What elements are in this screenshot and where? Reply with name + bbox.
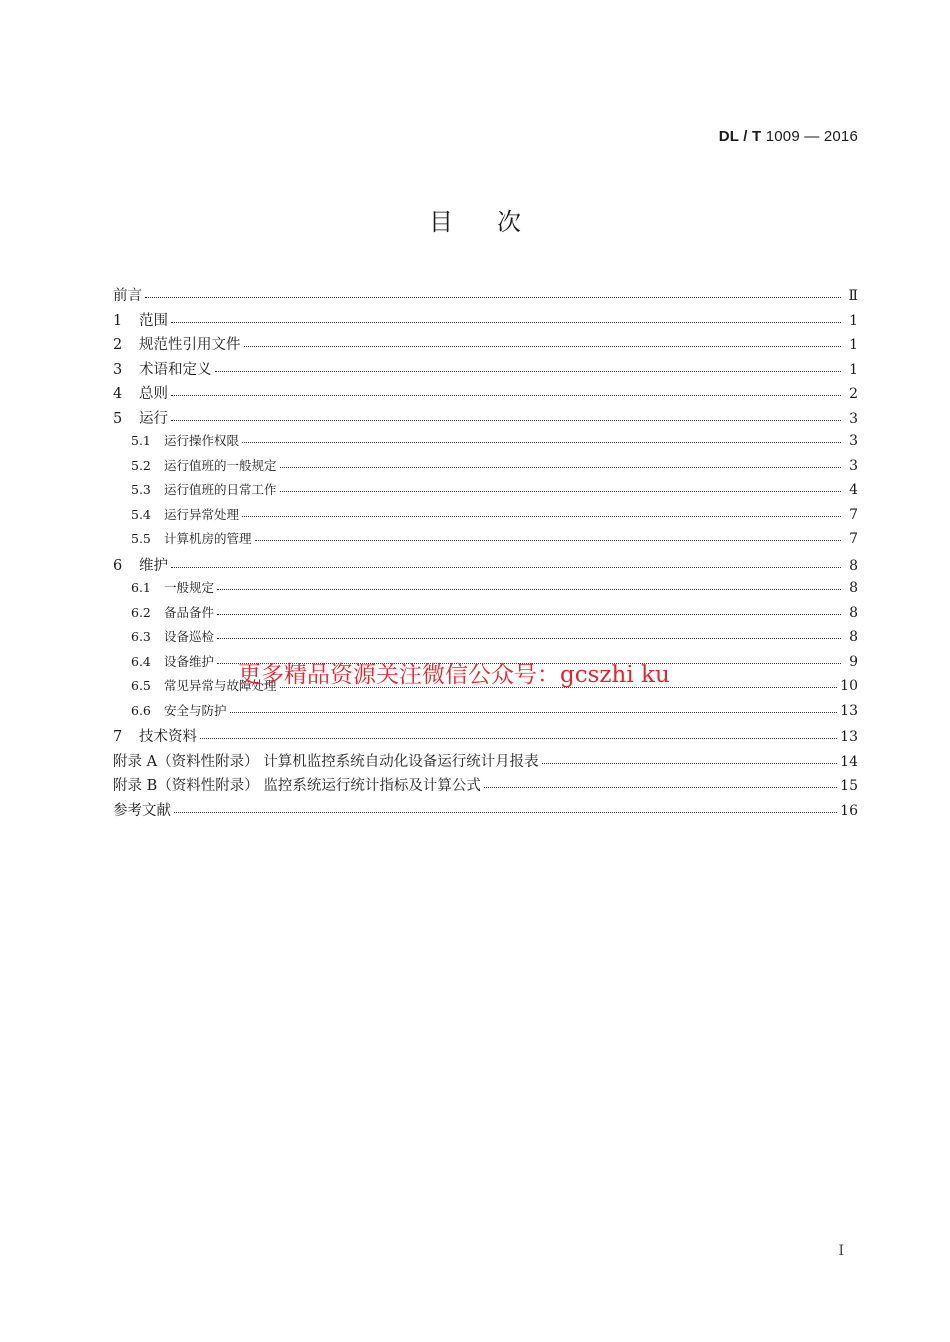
toc-entry[interactable] <box>113 309 858 334</box>
toc-entry-page: 8 <box>849 604 858 621</box>
toc-entry-label: 计算机房的管理 <box>164 531 252 546</box>
toc-leader-dots <box>230 712 838 713</box>
toc-entry-label: 规范性引用文件 <box>139 337 241 353</box>
toc-leader-dots <box>242 442 841 443</box>
toc-entry[interactable] <box>113 603 858 628</box>
toc-entry[interactable] <box>113 799 858 824</box>
toc-entry-label: 设备维护 <box>164 653 215 669</box>
toc-leader-dots <box>145 297 841 298</box>
page-number: I <box>838 1243 844 1259</box>
toc-leader-dots <box>171 322 841 323</box>
toc-entry-number: 1 <box>113 312 123 329</box>
toc-leader-dots <box>215 371 842 372</box>
toc-entry[interactable] <box>113 554 858 579</box>
toc-entry-label: 运行 <box>139 410 168 427</box>
page-title: 目次 <box>429 208 565 236</box>
toc-entry-label: 一般规定 <box>164 580 215 595</box>
toc-leader-dots <box>174 812 837 813</box>
toc-entry-page: 9 <box>849 653 858 670</box>
toc-entry[interactable] <box>113 284 858 309</box>
toc-leader-dots <box>217 589 841 590</box>
toc-entry-number: 5.4 <box>131 506 151 522</box>
toc-entry-label: 参考文献 <box>113 802 171 819</box>
toc-entry-number: 5.1 <box>131 433 151 448</box>
toc-entry-number: 6.5 <box>131 678 151 693</box>
toc-leader-dots <box>280 491 841 492</box>
toc-leader-dots <box>255 540 841 541</box>
document-code <box>719 128 858 145</box>
toc-entry-page: 7 <box>849 506 858 523</box>
toc-entry-label: 常见异常与故障处理 <box>164 678 277 693</box>
toc-entry[interactable] <box>113 701 858 726</box>
toc-entry-page: 2 <box>849 386 858 402</box>
toc-entry-number: 4 <box>113 386 123 402</box>
toc-entry[interactable] <box>113 333 858 358</box>
toc-entry-page: 4 <box>849 482 858 498</box>
toc-entry[interactable] <box>113 725 858 750</box>
toc-entry-page: 8 <box>849 629 858 645</box>
toc-entry-label: 安全与防护 <box>164 702 227 718</box>
toc-entry-number: 6.1 <box>131 580 151 595</box>
toc-entry-page: 16 <box>840 802 858 819</box>
toc-entry[interactable] <box>113 431 858 456</box>
toc-entry[interactable] <box>113 578 858 603</box>
toc-entry-page: 1 <box>849 337 858 353</box>
toc-entry[interactable] <box>113 407 858 432</box>
toc-leader-dots <box>171 395 841 396</box>
table-of-contents <box>113 284 858 823</box>
toc-leader-dots <box>242 516 841 517</box>
toc-entry-page: 10 <box>840 678 858 694</box>
toc-entry-number: 6.2 <box>131 604 151 620</box>
toc-entry[interactable] <box>113 358 858 383</box>
toc-entry-number: 5.2 <box>131 457 151 473</box>
toc-entry-label: 附录 B（资料性附录） 监控系统运行统计指标及计算公式 <box>113 778 481 794</box>
toc-leader-dots <box>217 638 841 639</box>
toc-entry-number: 5.3 <box>131 482 151 497</box>
toc-entry-number: 7 <box>113 729 123 745</box>
toc-entry-page: 14 <box>840 753 858 770</box>
toc-entry-label: 范围 <box>139 312 168 329</box>
toc-entry[interactable] <box>113 529 858 554</box>
toc-leader-dots <box>542 763 837 764</box>
document-code-prefix: DL / T <box>718 128 762 145</box>
toc-entry-page: 3 <box>849 433 858 449</box>
toc-entry-page: 7 <box>849 531 858 547</box>
toc-entry-number: 6.3 <box>131 629 151 644</box>
toc-leader-dots <box>171 567 841 568</box>
toc-entry-number: 6.4 <box>131 653 151 669</box>
toc-entry[interactable] <box>113 480 858 505</box>
toc-entry-page: 8 <box>849 557 858 574</box>
toc-entry-page: Ⅱ <box>848 288 858 304</box>
toc-entry[interactable] <box>113 505 858 530</box>
toc-entry[interactable] <box>113 456 858 481</box>
toc-entry-label: 运行值班的一般规定 <box>164 457 277 473</box>
toc-entry-label: 设备巡检 <box>164 629 215 644</box>
toc-entry[interactable] <box>113 750 858 775</box>
watermark-text: 更多精品资源关注微信公众号：gcszhi ku <box>238 662 670 688</box>
toc-leader-dots <box>484 787 837 788</box>
toc-leader-dots <box>171 420 841 421</box>
toc-entry-number: 6 <box>113 557 123 574</box>
toc-entry-label: 术语和定义 <box>139 361 212 378</box>
toc-entry-number: 2 <box>113 337 123 353</box>
toc-entry-label: 运行值班的日常工作 <box>164 482 277 497</box>
toc-entry-number: 6.6 <box>131 702 151 718</box>
toc-entry-page: 1 <box>849 312 858 329</box>
toc-entry[interactable] <box>113 627 858 652</box>
toc-entry-page: 13 <box>840 729 858 745</box>
toc-entry-label: 维护 <box>139 557 168 574</box>
toc-leader-dots <box>280 467 841 468</box>
toc-entry-page: 3 <box>849 410 858 427</box>
toc-entry-page: 8 <box>849 580 858 596</box>
toc-entry-number: 3 <box>113 361 123 378</box>
toc-entry-number: 5 <box>113 410 123 427</box>
toc-entry-label: 备品备件 <box>164 604 215 620</box>
toc-entry-label: 运行异常处理 <box>164 506 240 522</box>
toc-entry-page: 15 <box>840 778 858 794</box>
document-code-number: 1009 — 2016 <box>765 128 858 145</box>
toc-leader-dots <box>244 346 842 347</box>
toc-entry[interactable] <box>113 774 858 799</box>
toc-entry[interactable] <box>113 382 858 407</box>
toc-entry-page: 13 <box>840 702 858 719</box>
toc-entry-page: 1 <box>849 361 858 378</box>
toc-entry-page: 3 <box>849 457 858 474</box>
toc-entry-number: 5.5 <box>131 531 151 546</box>
toc-entry-label: 前言 <box>113 288 142 304</box>
toc-entry-label: 总则 <box>139 386 168 402</box>
toc-leader-dots <box>217 614 841 615</box>
toc-entry-label: 附录 A（资料性附录） 计算机监控系统自动化设备运行统计月报表 <box>113 753 539 770</box>
toc-entry-label: 运行操作权限 <box>164 433 240 448</box>
toc-entry-label: 技术资料 <box>139 729 197 745</box>
toc-leader-dots <box>200 738 837 739</box>
